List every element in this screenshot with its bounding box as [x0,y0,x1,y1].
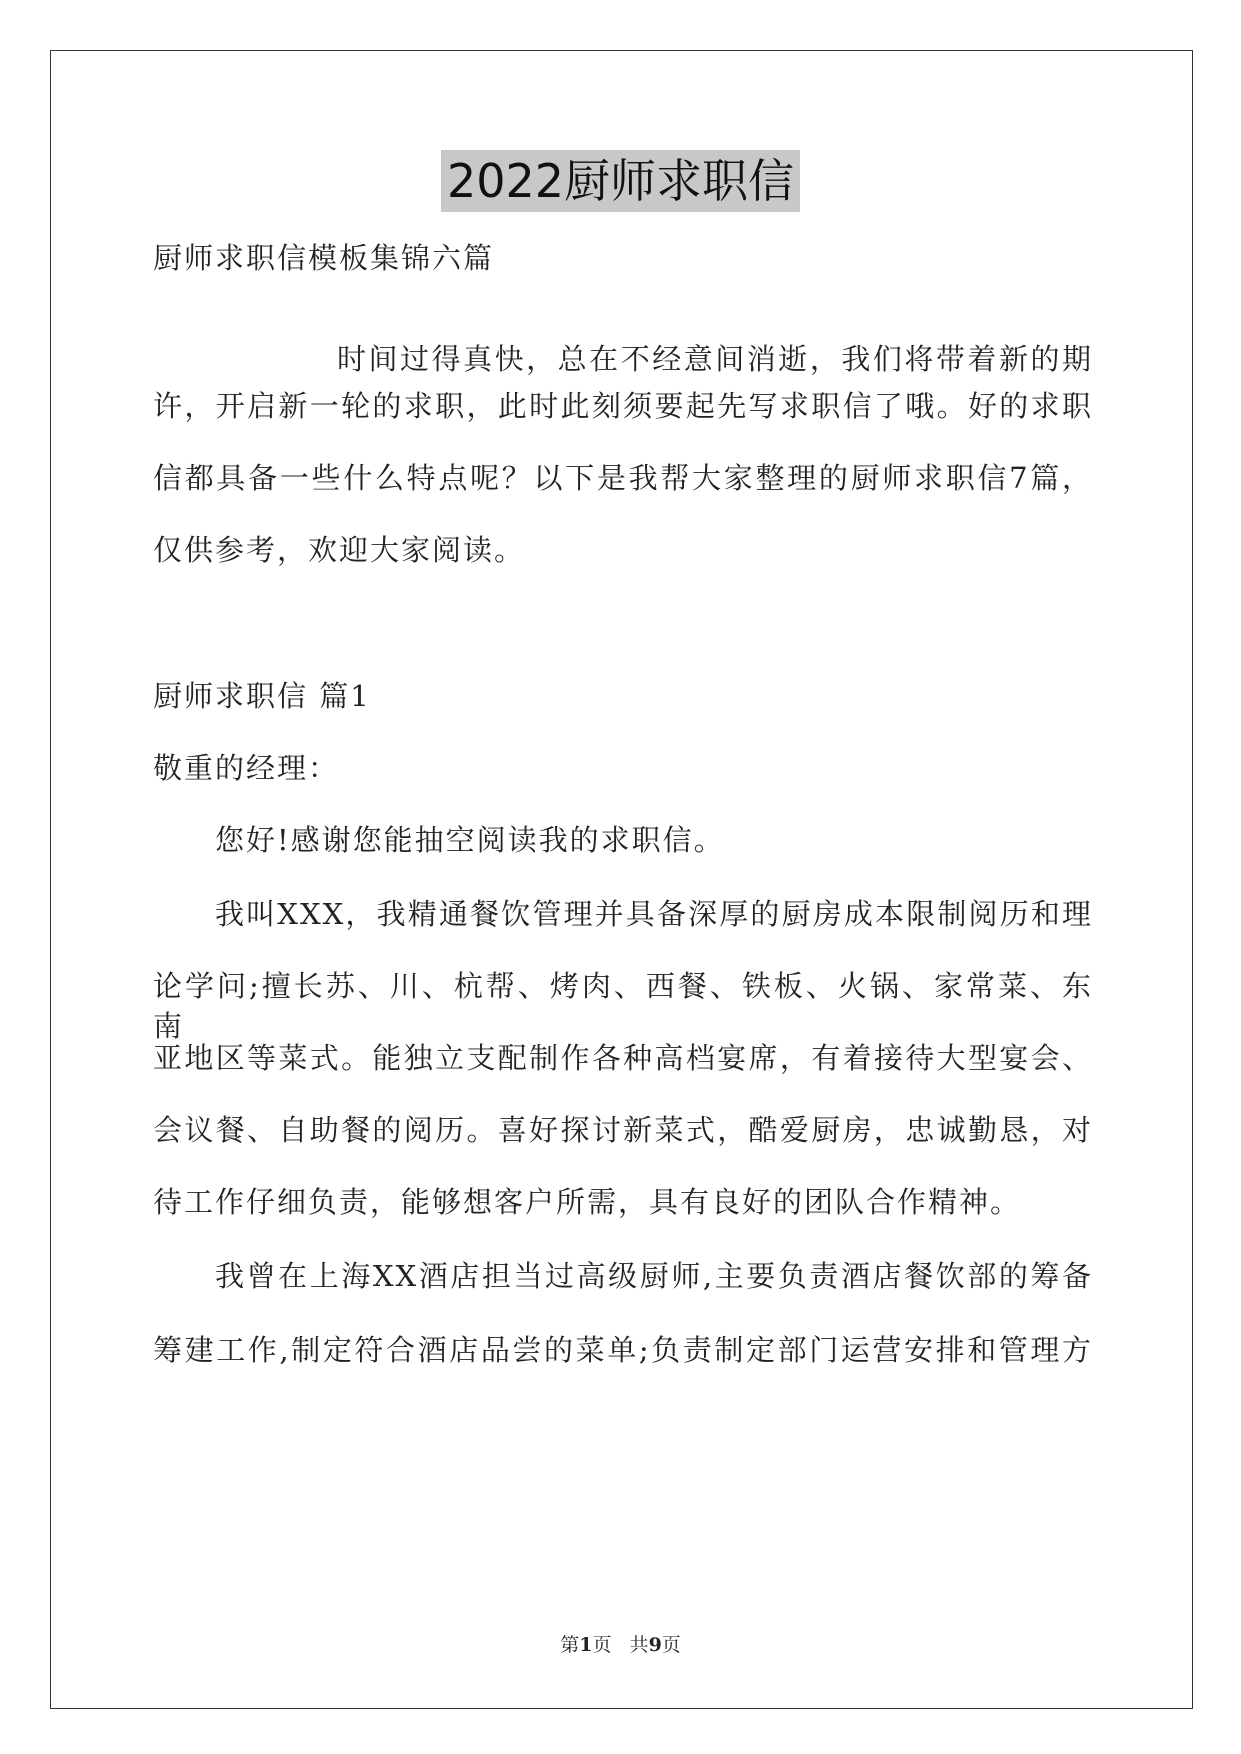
paragraph1-line-1: 我叫XXX，我精通餐饮管理并具备深厚的厨房成本限制阅历和理 [215,897,1093,931]
intro-line-4: 仅供参考，欢迎大家阅读。 [153,533,526,567]
footer-total-pages: 9 [648,1634,662,1656]
page-footer [0,1630,1241,1657]
paragraph1-line-4: 会议餐、自助餐的阅历。喜好探讨新菜式，酷爱厨房，忠诚勤恳，对 [153,1113,1093,1147]
document-subtitle: 厨师求职信模板集锦六篇 [153,241,495,275]
paragraph2-line-2: 筹建工作,制定符合酒店品尝的菜单;负责制定部门运营安排和管理方 [153,1333,1093,1367]
paragraph1-line-2: 论学问;擅长苏、川、杭帮、烤肉、西餐、铁板、火锅、家常菜、东南 [153,969,1093,1043]
intro-line-3: 信都具备一些什么特点呢？以下是我帮大家整理的厨师求职信7篇， [153,461,1093,495]
footer-prefix: 第 [560,1634,580,1656]
intro-line-2: 许，开启新一轮的求职，此时此刻须要起先写求职信了哦。好的求职 [153,389,1093,423]
footer-suffix: 页 [661,1634,681,1656]
greeting: 您好!感谢您能抽空阅读我的求职信。 [215,823,725,857]
document-title: 2022厨师求职信 [441,150,800,212]
title-container [0,150,1241,212]
intro-line-1: 时间过得真快，总在不经意间消逝，我们将带着新的期 [337,342,1093,376]
paragraph1-line-5: 待工作仔细负责，能够想客户所需，具有良好的团队合作精神。 [153,1185,1022,1219]
footer-current-page: 1 [579,1634,593,1656]
paragraph1-line-3: 亚地区等菜式。能独立支配制作各种高档宴席，有着接待大型宴会、 [153,1041,1093,1075]
salutation: 敬重的经理： [153,751,340,785]
footer-middle: 页 共 [592,1634,649,1656]
page-border [50,50,1193,1709]
paragraph2-line-1: 我曾在上海XX酒店担当过高级厨师,主要负责酒店餐饮部的筹备 [215,1259,1093,1293]
section-heading: 厨师求职信 篇1 [153,679,371,713]
